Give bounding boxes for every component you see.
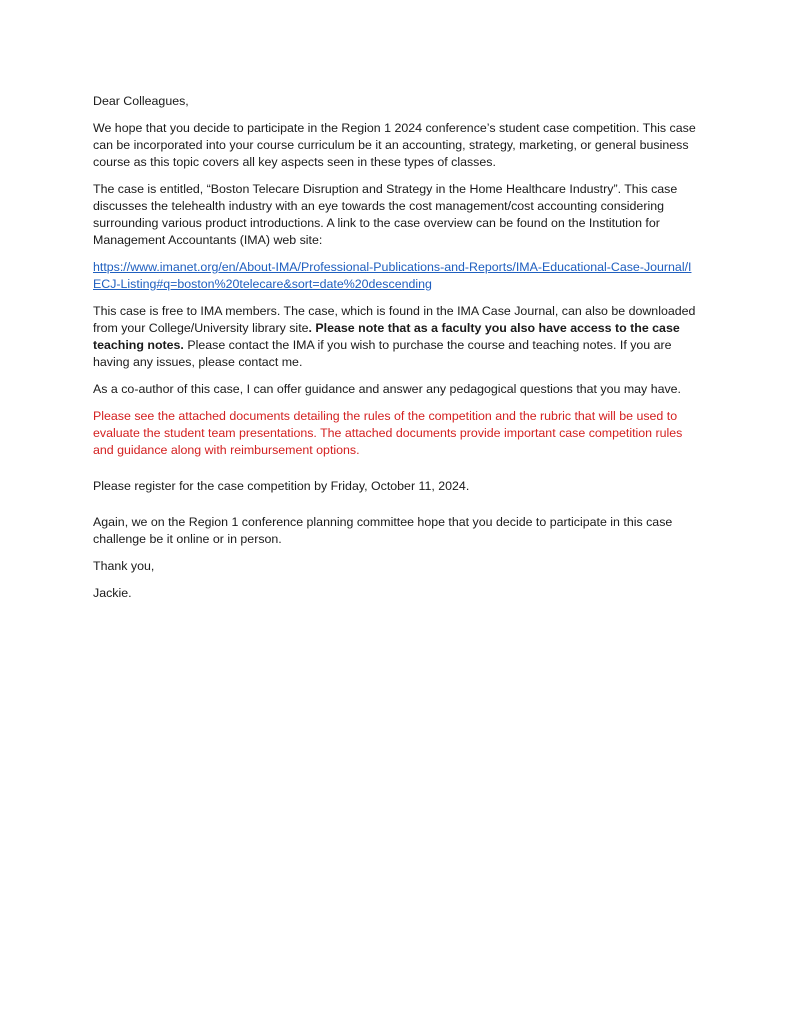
paragraph-access: [93, 303, 698, 371]
signature: Jackie.: [93, 586, 132, 600]
letter-body: [93, 93, 698, 612]
paragraph-case-description: The case is entitled, “Boston Telecare Disruption and Strategy in the Home Healthcare Industry”. This case discusses the telehealth industry with an eye towards the cost management/cost accounting considering surrounding various product introductions. A link to the case overview can be found on the Institution for Management Accountants (IMA) web site:: [93, 182, 678, 247]
case-overview-link[interactable]: https://www.imanet.org/en/About-IMA/Professional-Publications-and-Reports/IMA-Educational-Case-Journal/IECJ-Listing#q=boston%20telecare&sort=date%20descending: [93, 260, 692, 291]
paragraph-registration: Please register for the case competition by Friday, October 11, 2024.: [93, 479, 470, 493]
paragraph-invitation: We hope that you decide to participate in the Region 1 2024 conference’s student case competition. This case can be incorporated into your course curriculum be it an accounting, strategy, marketing, or general business course as this topic covers all key aspects seen in these types of classes.: [93, 121, 696, 169]
access-teaching-notes-bold: . Please note that as a faculty you also have access to the case teaching notes.: [93, 321, 680, 352]
greeting: Dear Colleagues,: [93, 94, 189, 108]
paragraph-link: [93, 259, 698, 293]
paragraph-coauthor: As a co-author of this case, I can offer guidance and answer any pedagogical questions that you may have.: [93, 382, 682, 396]
closing: Thank you,: [93, 559, 155, 573]
paragraph-closing-note: Again, we on the Region 1 conference planning committee hope that you decide to participate in this case challenge be it online or in person.: [93, 515, 673, 546]
access-text-2: Please contact the IMA if you wish to purchase the course and teaching notes. If you are having any issues, please contact me.: [93, 338, 672, 369]
access-text-1: This case is free to IMA members. The case, which is found in the IMA Case Journal, can also be downloaded from your College/University library site: [93, 304, 696, 335]
paragraph-attached-documents: Please see the attached documents detailing the rules of the competition and the rubric that will be used to evaluate the student team presentations. The attached documents provide important case competition rules and guidance along with reimbursement options.: [93, 409, 683, 457]
